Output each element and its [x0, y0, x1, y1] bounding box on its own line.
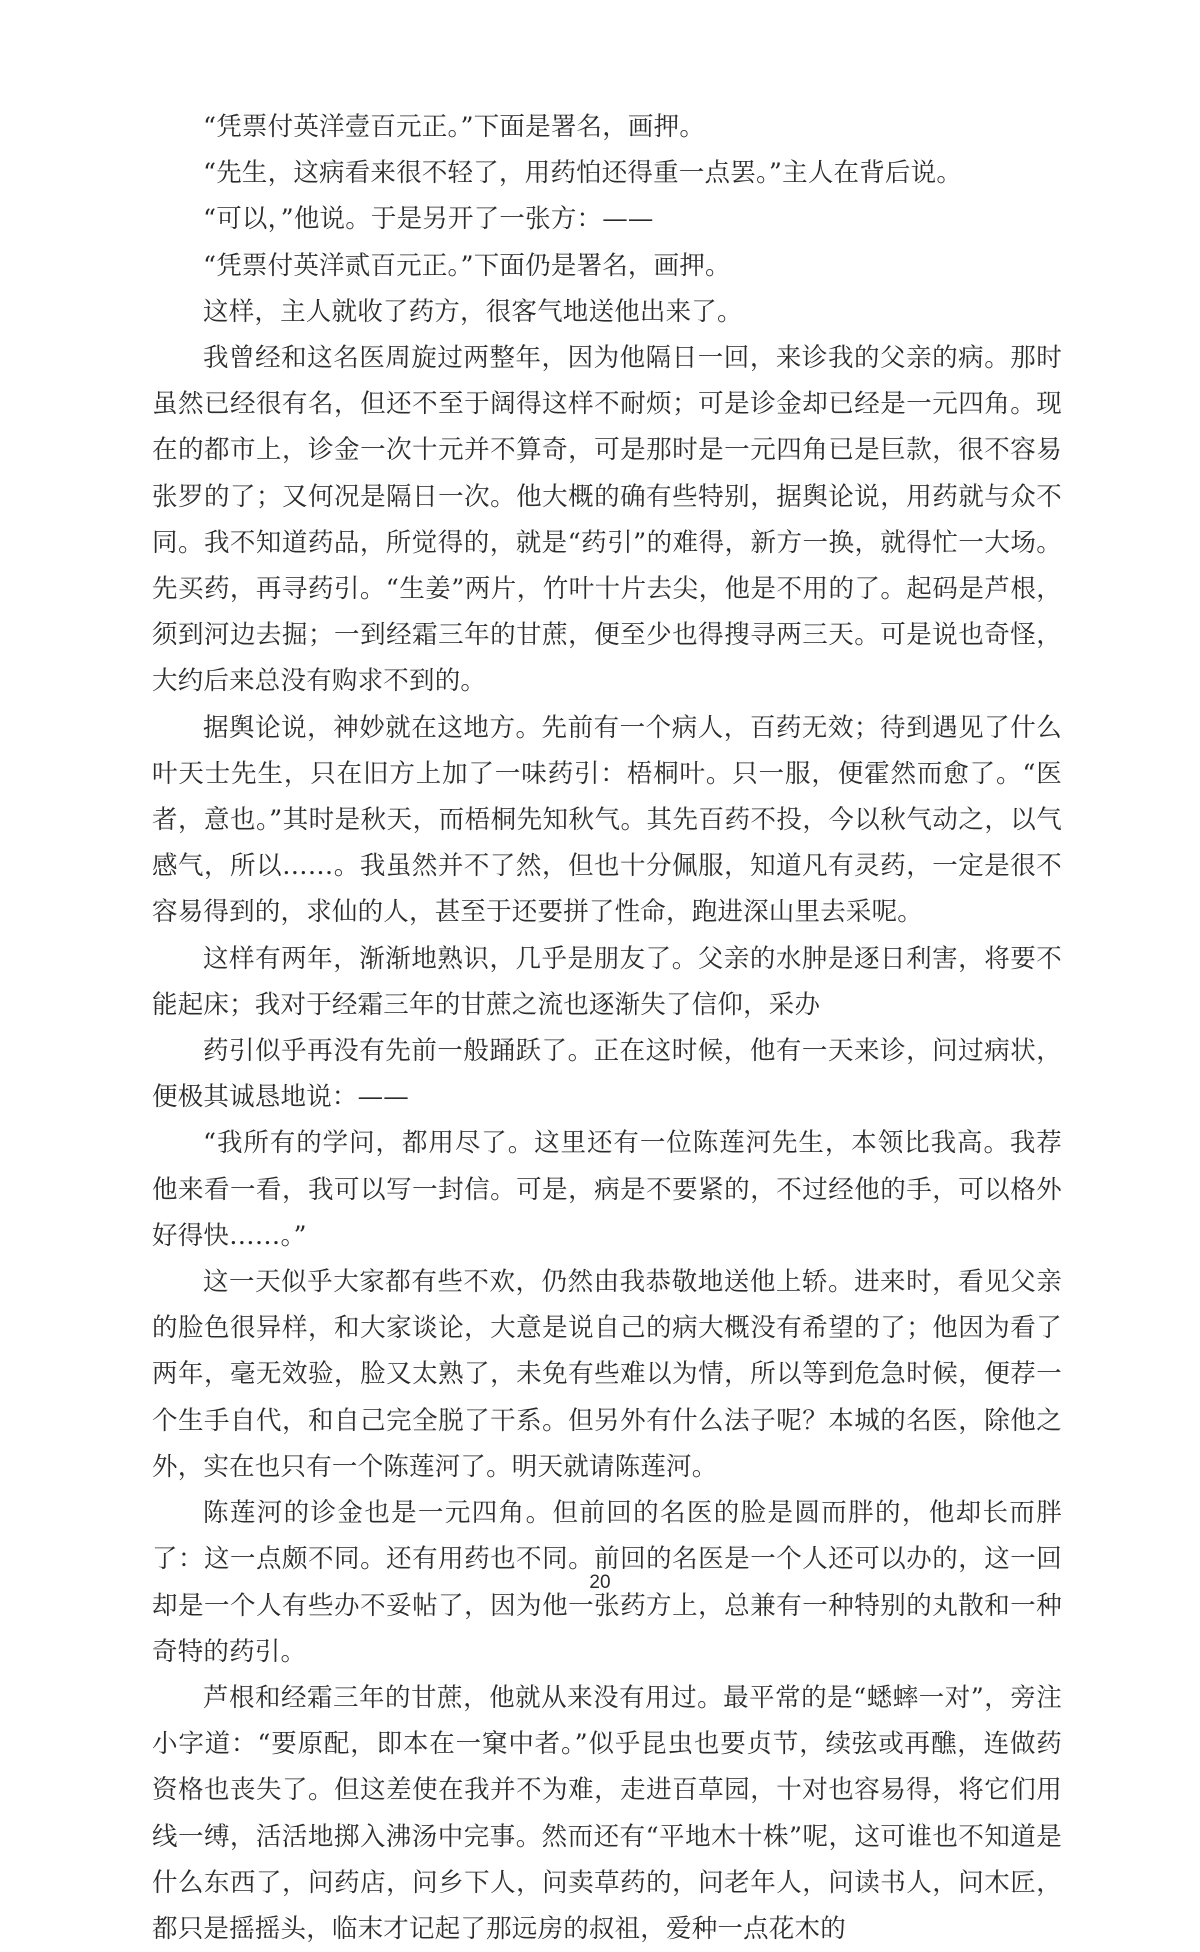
page-text-body: [152, 104, 1062, 1952]
paragraph: 我曾经和这名医周旋过两整年，因为他隔日一回，来诊我的父亲的病。那时虽然已经很有名，但还不至于阔得这样不耐烦；可是诊金却已经是一元四角。现在的都市上，诊金一次十元并不算奇，可是那时是一元四角已是巨款，很不容易张罗的了；又何况是隔日一次。他大概的确有些特别，据舆论说，用药就与众不同。我不知道药品，所觉得的，就是“药引”的难得，新方一换，就得忙一大场。先买药，再寻药引。“生姜”两片，竹叶十片去尖，他是不用的了。起码是芦根，须到河边去掘；一到经霜三年的甘蔗，便至少也得搜寻两三天。可是说也奇怪，大约后来总没有购求不到的。: [152, 343, 1062, 697]
paragraph: 这一天似乎大家都有些不欢，仍然由我恭敬地送他上轿。进来时，看见父亲的脸色很异样，和大家谈论，大意是说自己的病大概没有希望的了；他因为看了两年，毫无效验，脸又太熟了，未免有些难以为情，所以等到危急时候，便荐一个生手自代，和自己完全脱了干系。但另外有什么法子呢？本城的名医，除他之外，实在也只有一个陈莲河了。明天就请陈莲河。: [152, 1267, 1062, 1482]
paragraph: “先生，这病看来很不轻了，用药怕还得重一点罢。”主人在背后说。: [203, 158, 963, 189]
paragraph: 芦根和经霜三年的甘蔗，他就从来没有用过。最平常的是“蟋蟀一对”，旁注小字道：“要原配，即本在一窠中者。”似乎昆虫也要贞节，续弦或再醮，连做药资格也丧失了。但这差使在我并不为难，走进百草园，十对也容易得，将它们用线一缚，活活地掷入沸汤中完事。然而还有“平地木十株”呢，这可谁也不知道是什么东西了，问药店，问乡下人，问卖草药的，问老年人，问读书人，问木匠，都只是摇摇头，临末才记起了那远房的叔祖，爱种一点花木的: [152, 1682, 1062, 1944]
paragraph: “我所有的学问，都用尽了。这里还有一位陈莲河先生，本领比我高。我荐他来看一看，我可以写一封信。可是，病是不要紧的，不过经他的手，可以格外好得快……。”: [152, 1128, 1062, 1251]
paragraph: “凭票付英洋壹百元正。”下面是署名，画押。: [203, 112, 706, 142]
paragraph: 药引似乎再没有先前一般踊跃了。正在这时候，他有一天来诊，问过病状，便极其诚恳地说：——: [152, 1036, 1062, 1113]
paragraph: 这样有两年，渐渐地熟识，几乎是朋友了。父亲的水肿是逐日利害，将要不能起床；我对于经霜三年的甘蔗之流也逐渐失了信仰，采办: [152, 943, 1062, 1020]
page-number: 20: [589, 1572, 611, 1593]
paragraph: “凭票付英洋贰百元正。”下面仍是署名，画押。: [203, 250, 731, 281]
paragraph: “可以，”他说。于是另开了一张方：——: [203, 204, 654, 235]
paragraph: 据舆论说，神妙就在这地方。先前有一个病人，百药无效；待到遇见了什么叶天士先生，只在旧方上加了一味药引：梧桐叶。只一服，便霍然而愈了。“医者，意也。”其时是秋天，而梧桐先知秋气。其先百药不投，今以秋气动之，以气感气，所以……。我虽然并不了然，但也十分佩服，知道凡有灵药，一定是很不容易得到的，求仙的人，甚至于还要拼了性命，跑进深山里去采呢。: [152, 712, 1062, 928]
paragraph: 陈莲河的诊金也是一元四角。但前回的名医的脸是圆而胖的，他却长而胖了：这一点颇不同。还有用药也不同。前回的名医是一个人还可以办的，这一回却是一个人有些办不妥帖了，因为他一张药方上，总兼有一种特别的丸散和一种奇特的药引。: [152, 1498, 1062, 1667]
paragraph: 这样，主人就收了药方，很客气地送他出来了。: [203, 296, 743, 327]
